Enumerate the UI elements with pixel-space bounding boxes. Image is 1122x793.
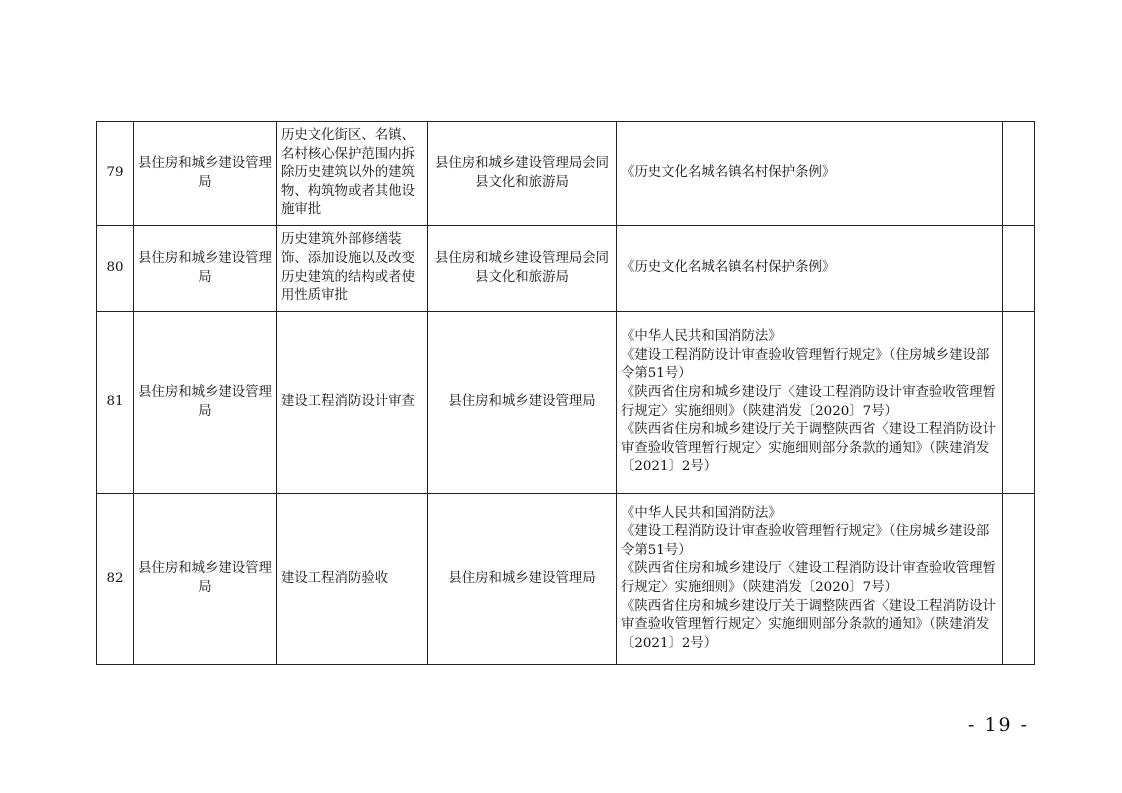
legal-basis-cell [617, 122, 1003, 226]
item-name-cell: 历史建筑外部修缮装饰、添加设施以及改变历史建筑的结构或者使用性质审批 [277, 226, 428, 312]
legal-basis-line: 《建设工程消防设计审查验收管理暂行规定》（住房城乡建设部令第51号） [621, 347, 990, 382]
row-number: 80 [97, 226, 134, 312]
table-row [97, 122, 1035, 226]
department-cell: 县住房和城乡建设管理局 [134, 226, 277, 312]
legal-basis-line: 《中华人民共和国消防法》 [621, 505, 782, 521]
executing-agency-cell: 县住房和城乡建设管理局会同县文化和旅游局 [428, 122, 617, 226]
table-row [97, 226, 1035, 312]
legal-basis-line: 《中华人民共和国消防法》 [621, 329, 782, 345]
department-cell: 县住房和城乡建设管理局 [134, 312, 277, 494]
row-number: 79 [97, 122, 134, 226]
legal-basis-line: 《历史文化名城名镇名村保护条例》 [621, 165, 836, 181]
department-cell: 县住房和城乡建设管理局 [134, 122, 277, 226]
row-number: 82 [97, 494, 134, 665]
department-cell: 县住房和城乡建设管理局 [134, 494, 277, 665]
executing-agency-cell: 县住房和城乡建设管理局会同县文化和旅游局 [428, 226, 617, 312]
page-number: - 19 - [968, 714, 1030, 736]
legal-basis-line: 《陕西省住房和城乡建设厅〈建设工程消防设计审查验收管理暂行规定〉实施细则》（陕建消发〔2020〕7号） [621, 561, 996, 595]
legal-basis-line: 《陕西省住房和城乡建设厅关于调整陕西省〈建设工程消防设计审查验收管理暂行规定〉实施细则部分条款的通知》（陕建消发〔2021〕2号） [621, 598, 996, 651]
remark-cell [1003, 494, 1035, 665]
remark-cell [1003, 226, 1035, 312]
legal-basis-cell [617, 494, 1003, 665]
legal-basis-cell [617, 226, 1003, 312]
approval-items-table [96, 121, 1035, 665]
legal-basis-line: 《陕西省住房和城乡建设厅〈建设工程消防设计审查验收管理暂行规定〉实施细则》（陕建消发〔2020〕7号） [621, 384, 996, 419]
item-name-cell: 建设工程消防验收 [277, 494, 428, 665]
remark-cell [1003, 312, 1035, 494]
legal-basis-line: 《建设工程消防设计审查验收管理暂行规定》（住房城乡建设部令第51号） [621, 524, 990, 558]
legal-basis-line: 《陕西省住房和城乡建设厅关于调整陕西省〈建设工程消防设计审查验收管理暂行规定〉实施细则部分条款的通知》（陕建消发〔2021〕2号） [621, 422, 996, 475]
table-row [97, 312, 1035, 494]
table-row [97, 494, 1035, 665]
legal-basis-cell [617, 312, 1003, 494]
row-number: 81 [97, 312, 134, 494]
executing-agency-cell: 县住房和城乡建设管理局 [428, 494, 617, 665]
item-name-cell: 历史文化街区、名镇、名村核心保护范围内拆除历史建筑以外的建筑物、构筑物或者其他设施审批 [277, 122, 428, 226]
item-name-cell: 建设工程消防设计审查 [277, 312, 428, 494]
legal-basis-line: 《历史文化名城名镇名村保护条例》 [621, 260, 836, 276]
remark-cell [1003, 122, 1035, 226]
executing-agency-cell: 县住房和城乡建设管理局 [428, 312, 617, 494]
